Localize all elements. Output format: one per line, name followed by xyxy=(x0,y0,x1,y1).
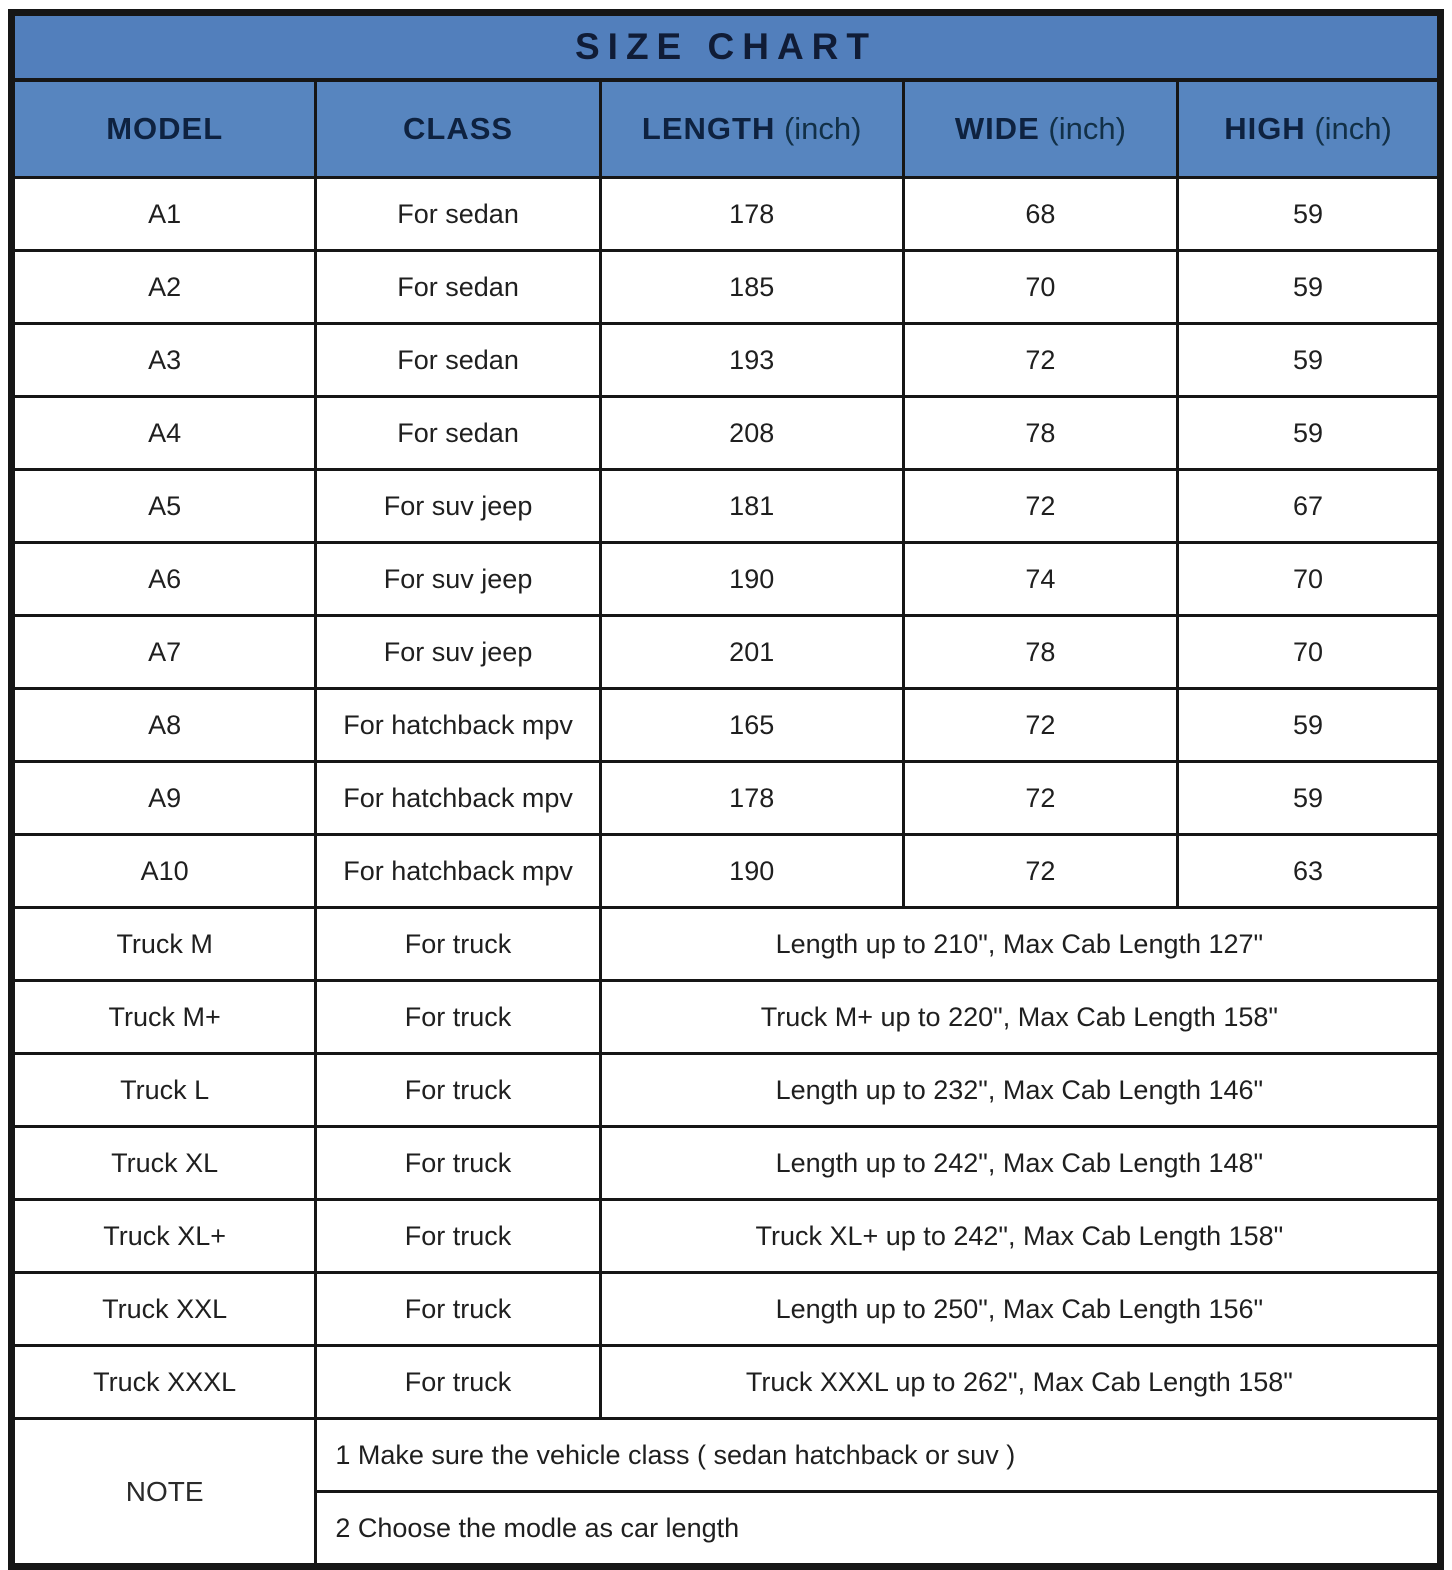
table-row xyxy=(12,543,1441,616)
cell-model: A1 xyxy=(12,178,316,251)
cell-length: 208 xyxy=(600,397,903,470)
cell-model: A5 xyxy=(12,470,316,543)
table-row xyxy=(12,762,1441,835)
cell-class: For sedan xyxy=(316,178,600,251)
cell-class: For truck xyxy=(316,908,600,981)
cell-high: 59 xyxy=(1178,762,1441,835)
title-row xyxy=(12,13,1441,81)
column-header-unit: (inch) xyxy=(783,111,862,146)
column-header-unit: (inch) xyxy=(1048,111,1126,146)
cell-wide: 72 xyxy=(903,835,1177,908)
cell-high: 59 xyxy=(1178,178,1441,251)
note-line-2: 2 Choose the modle as car length xyxy=(316,1492,1441,1567)
cell-model: Truck M xyxy=(12,908,316,981)
cell-truck-spec: Truck XL+ up to 242", Max Cab Length 158" xyxy=(600,1200,1440,1273)
cell-high: 63 xyxy=(1178,835,1441,908)
cell-high: 59 xyxy=(1178,397,1441,470)
column-header-length xyxy=(600,80,903,178)
cell-high: 59 xyxy=(1178,251,1441,324)
cell-model: A7 xyxy=(12,616,316,689)
cell-class: For suv jeep xyxy=(316,543,600,616)
cell-model: A10 xyxy=(12,835,316,908)
cell-model: A4 xyxy=(12,397,316,470)
column-header-wide xyxy=(903,80,1177,178)
cell-length: 181 xyxy=(600,470,903,543)
cell-length: 178 xyxy=(600,762,903,835)
column-header-class xyxy=(316,80,600,178)
cell-class: For sedan xyxy=(316,397,600,470)
note-line-1: 1 Make sure the vehicle class ( sedan hatchback or suv ) xyxy=(316,1419,1441,1492)
cell-high: 70 xyxy=(1178,543,1441,616)
column-header-high xyxy=(1178,80,1441,178)
cell-class: For sedan xyxy=(316,324,600,397)
column-header-label: MODEL xyxy=(106,111,224,146)
table-row-truck xyxy=(12,1200,1441,1273)
cell-truck-spec: Length up to 242", Max Cab Length 148" xyxy=(600,1127,1440,1200)
cell-class: For suv jeep xyxy=(316,470,600,543)
table-row-truck xyxy=(12,1054,1441,1127)
cell-class: For truck xyxy=(316,981,600,1054)
cell-truck-spec: Length up to 210", Max Cab Length 127" xyxy=(600,908,1440,981)
cell-truck-spec: Truck XXXL up to 262", Max Cab Length 158" xyxy=(600,1346,1440,1419)
cell-wide: 78 xyxy=(903,397,1177,470)
column-header-label: WIDE xyxy=(954,111,1040,146)
column-header-label: CLASS xyxy=(403,111,514,146)
cell-class: For truck xyxy=(316,1273,600,1346)
table-row xyxy=(12,251,1441,324)
table-row xyxy=(12,324,1441,397)
cell-model: Truck M+ xyxy=(12,981,316,1054)
column-header-unit: (inch) xyxy=(1314,111,1392,146)
cell-truck-spec: Length up to 232", Max Cab Length 146" xyxy=(600,1054,1440,1127)
cell-class: For truck xyxy=(316,1054,600,1127)
cell-wide: 72 xyxy=(903,324,1177,397)
cell-model: Truck L xyxy=(12,1054,316,1127)
cell-high: 70 xyxy=(1178,616,1441,689)
cell-wide: 68 xyxy=(903,178,1177,251)
table-body xyxy=(12,178,1441,1419)
cell-class: For truck xyxy=(316,1346,600,1419)
column-header-model xyxy=(12,80,316,178)
cell-length: 190 xyxy=(600,543,903,616)
table-row xyxy=(12,470,1441,543)
table-row xyxy=(12,397,1441,470)
table-row xyxy=(12,835,1441,908)
cell-model: Truck XXXL xyxy=(12,1346,316,1419)
cell-class: For suv jeep xyxy=(316,616,600,689)
column-header-label: HIGH xyxy=(1224,111,1306,146)
cell-wide: 74 xyxy=(903,543,1177,616)
cell-class: For truck xyxy=(316,1127,600,1200)
cell-high: 67 xyxy=(1178,470,1441,543)
table-row-truck xyxy=(12,981,1441,1054)
table-row xyxy=(12,178,1441,251)
cell-truck-spec: Truck M+ up to 220", Max Cab Length 158" xyxy=(600,981,1440,1054)
note-section xyxy=(12,1419,1441,1567)
cell-wide: 78 xyxy=(903,616,1177,689)
table-row-truck xyxy=(12,1273,1441,1346)
cell-length: 185 xyxy=(600,251,903,324)
column-header-label: LENGTH xyxy=(641,111,776,146)
table-row-truck xyxy=(12,908,1441,981)
cell-length: 190 xyxy=(600,835,903,908)
cell-class: For truck xyxy=(316,1200,600,1273)
cell-model: A3 xyxy=(12,324,316,397)
cell-class: For hatchback mpv xyxy=(316,762,600,835)
cell-high: 59 xyxy=(1178,324,1441,397)
note-row-1 xyxy=(12,1419,1441,1492)
cell-model: Truck XL+ xyxy=(12,1200,316,1273)
cell-model: Truck XXL xyxy=(12,1273,316,1346)
cell-length: 193 xyxy=(600,324,903,397)
size-chart-table xyxy=(8,9,1444,1570)
cell-length: 165 xyxy=(600,689,903,762)
table-row xyxy=(12,689,1441,762)
cell-truck-spec: Length up to 250", Max Cab Length 156" xyxy=(600,1273,1440,1346)
cell-model: A8 xyxy=(12,689,316,762)
cell-length: 201 xyxy=(600,616,903,689)
cell-high: 59 xyxy=(1178,689,1441,762)
cell-class: For hatchback mpv xyxy=(316,689,600,762)
page-title: SIZE CHART xyxy=(12,13,1441,81)
table-row-truck xyxy=(12,1127,1441,1200)
cell-wide: 70 xyxy=(903,251,1177,324)
table-row-truck xyxy=(12,1346,1441,1419)
cell-model: Truck XL xyxy=(12,1127,316,1200)
cell-class: For sedan xyxy=(316,251,600,324)
cell-wide: 72 xyxy=(903,689,1177,762)
cell-length: 178 xyxy=(600,178,903,251)
cell-class: For hatchback mpv xyxy=(316,835,600,908)
cell-wide: 72 xyxy=(903,470,1177,543)
column-header-row xyxy=(12,80,1441,178)
cell-wide: 72 xyxy=(903,762,1177,835)
cell-model: A2 xyxy=(12,251,316,324)
note-label: NOTE xyxy=(12,1419,316,1567)
table-row xyxy=(12,616,1441,689)
cell-model: A9 xyxy=(12,762,316,835)
cell-model: A6 xyxy=(12,543,316,616)
